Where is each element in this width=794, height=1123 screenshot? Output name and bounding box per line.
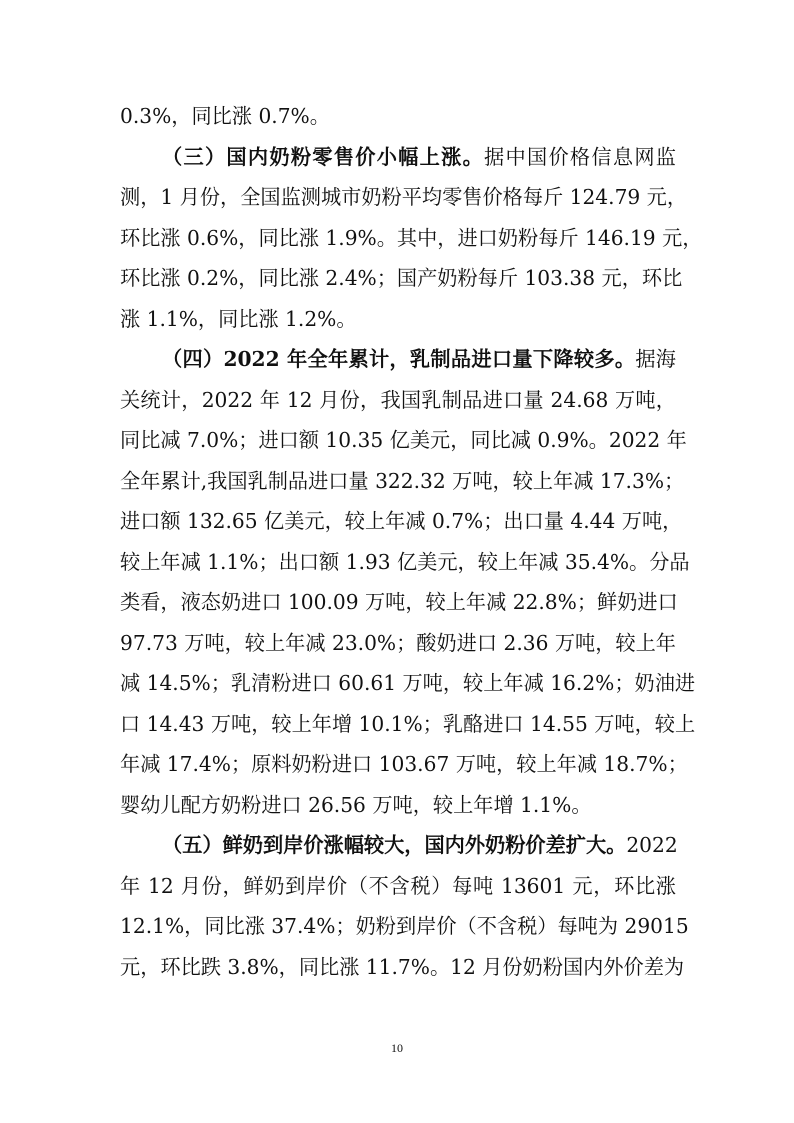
section-heading: （五）鲜奶到岸价涨幅较大，国内外奶粉价差扩大。 [162,833,627,857]
text-line: （四）2022 年全年累计，乳制品进口量下降较多。据海 [162,347,676,371]
text-line: 环比涨 0.2%，同比涨 2.4%；国产奶粉每斤 103.38 元，环比 [120,266,683,290]
text-line: 关统计，2022 年 12 月份，我国乳制品进口量 24.68 万吨， [120,387,676,412]
section-heading: （四）2022 年全年累计，乳制品进口量下降较多。 [162,347,636,371]
page-number: 10 [391,1041,403,1055]
text-line: 减 14.5%；乳清粉进口 60.61 万吨，较上年减 16.2%；奶油进 [120,671,696,695]
text-line: （三）国内奶粉零售价小幅上涨。据中国价格信息网监 [162,144,676,169]
text-line: 涨 1.1%，同比涨 1.2%。 [120,306,357,331]
text-line: 环比涨 0.6%，同比涨 1.9%。其中，进口奶粉每斤 146.19 元， [120,225,703,250]
text-line: 97.73 万吨，较上年减 23.0%；酸奶进口 2.36 万吨，较上年 [120,630,676,655]
text-line: 年 12 月份，鲜奶到岸价（不含税）每吨 13601 元，环比涨 [120,873,676,898]
document-body [120,96,703,987]
text-line: 婴幼儿配方奶粉进口 26.56 万吨，较上年增 1.1%。 [120,792,592,817]
text-line: （五）鲜奶到岸价涨幅较大，国内外奶粉价差扩大。2022 [162,833,678,857]
text-line: 类看，液态奶进口 100.09 万吨，较上年减 22.8%；鲜奶进口 [120,590,678,614]
text-line: 口 14.43 万吨，较上年增 10.1%；乳酪进口 14.55 万吨，较上 [120,711,696,736]
text-line: 同比减 7.0%；进口额 10.35 亿美元，同比减 0.9%。2022 年 [120,428,687,452]
text-line: 0.3%，同比涨 0.7%。 [120,104,330,128]
text-line: 年减 17.4%；原料奶粉进口 103.67 万吨，较上年减 18.7%； [120,752,688,776]
text-line: 全年累计,我国乳制品进口量 322.32 万吨，较上年减 17.3%； [120,468,685,493]
text-line: 进口额 132.65 亿美元，较上年减 0.7%；出口量 4.44 万吨， [120,509,683,533]
text-line: 较上年减 1.1%；出口额 1.93 亿美元，较上年减 35.4%。分品 [120,549,690,574]
text-line: 元，环比跌 3.8%，同比涨 11.7%。12 月份奶粉国内外价差为 [120,954,685,979]
section-heading: （三）国内奶粉零售价小幅上涨。 [162,144,485,169]
text-line: 测，1 月份，全国监测城市奶粉平均零售价格每斤 124.79 元， [120,185,688,209]
text-line: 12.1%，同比涨 37.4%；奶粉到岸价（不含税）每吨为 29015 [120,914,689,938]
